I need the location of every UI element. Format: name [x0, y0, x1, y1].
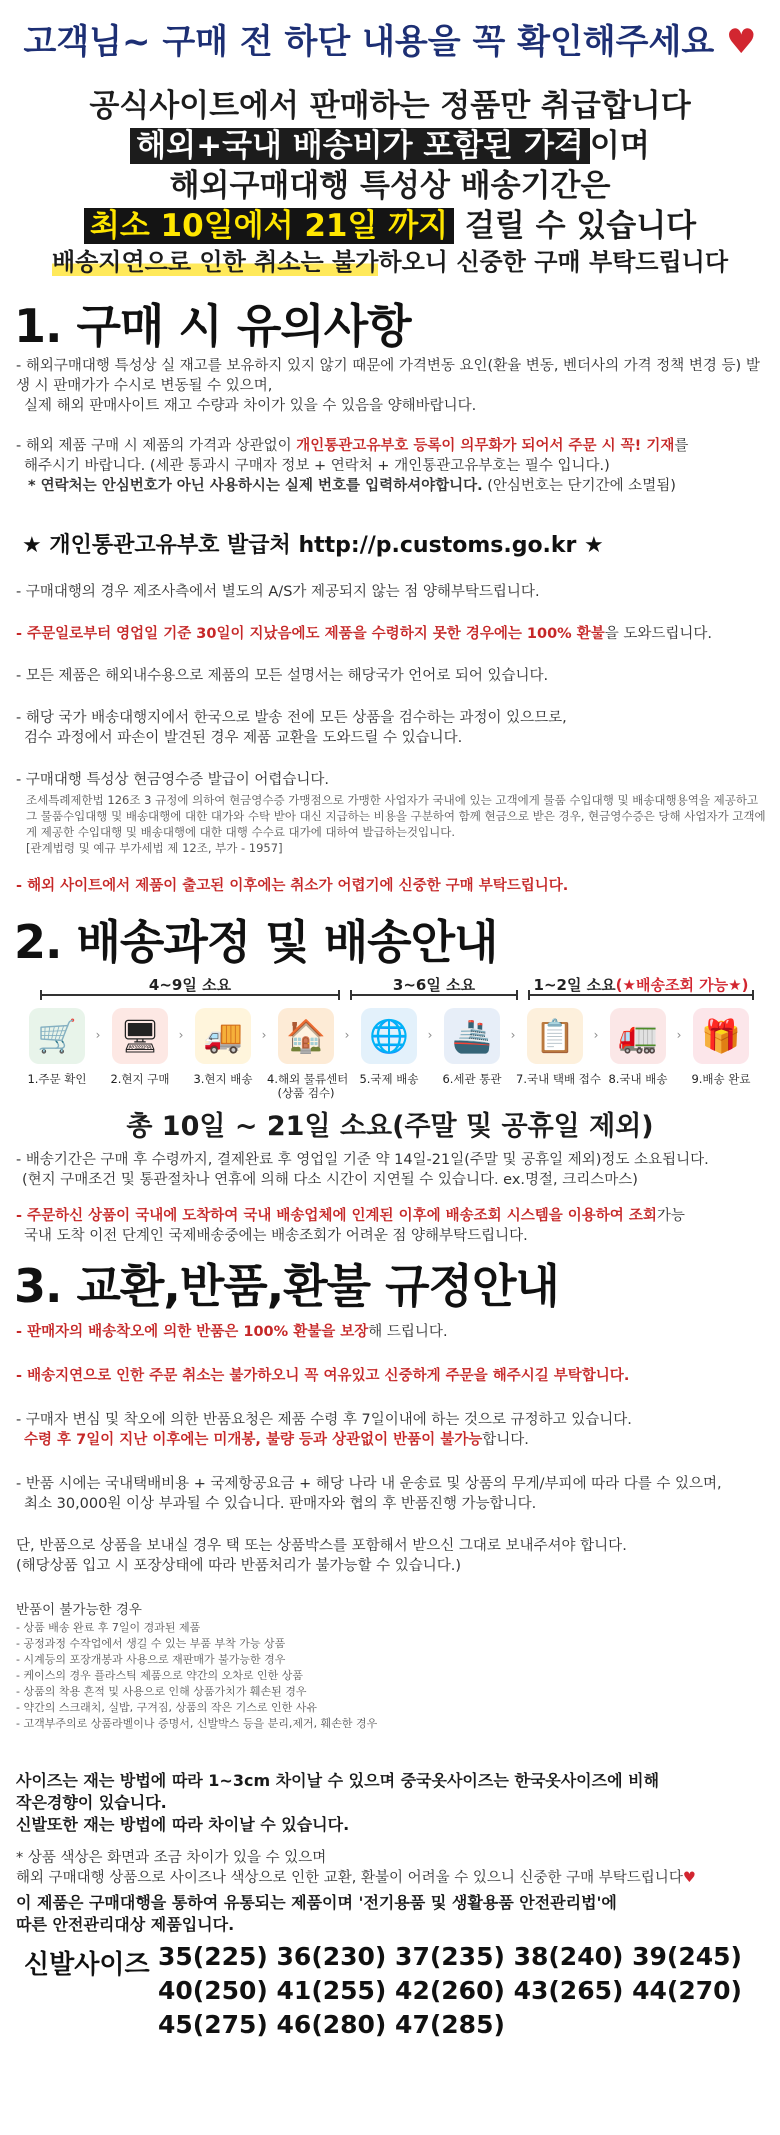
- section1-p7-small: [26, 792, 766, 856]
- segment-3-line: [528, 994, 754, 996]
- section3-p4: [16, 1474, 768, 1514]
- segment-3-tracking: (★배송조회 가능★): [615, 976, 749, 994]
- section1-p2b: 를: [674, 438, 689, 454]
- shipping-step-3: [184, 1008, 262, 1086]
- segment-3-days: 1~2일 소요: [533, 976, 616, 994]
- shipping-step-7-label: 7.국내 택배 접수: [516, 1072, 601, 1086]
- header-line6-rest: 하오니 신중한 구매 부탁드립니다: [378, 248, 729, 276]
- section3-p2: [16, 1366, 768, 1386]
- section3-p3-rest: 합니다.: [482, 1432, 529, 1448]
- shipping-step-3-icon: 🚚: [195, 1008, 251, 1064]
- header-line6-highlight: 배송지연으로 인한 취소는 불가: [51, 248, 379, 276]
- color-notice-2: 해외 구매대행 상품으로 사이즈나 색상으로 인한 교환, 환불이 어려울 수 있으니 신중한 구매 부탁드립니다: [16, 1870, 683, 1886]
- shipping-step-5-icon: 🌐: [361, 1008, 417, 1064]
- header-line6: [0, 242, 780, 277]
- no-return-list-items: [16, 1620, 756, 1732]
- section3-p3: [16, 1410, 768, 1450]
- section2-p2-rest: 가능: [656, 1208, 685, 1224]
- section1-title: 1. 구매 시 유의사항: [14, 299, 411, 353]
- no-return-list-item: - 공정과정 수작업에서 생길 수 있는 부품 부착 가능 상품: [16, 1637, 286, 1650]
- section3-p4b-text: 최소 30,000원 이상 부과될 수 있습니다. 판매자와 협의 후 반품진행 가능합니다.: [24, 1496, 537, 1512]
- section2-p2-red: - 주문하신 상품이 국내에 도착하여 국내 배송업체에 인계된 이후에 배송조회 시스템을 이용하여 조회: [16, 1208, 657, 1224]
- header-line5-rest: 걸릴 수 있습니다: [454, 208, 697, 244]
- no-return-list-title: 반품이 불가능한 경우: [16, 1602, 142, 1618]
- no-return-list-item: - 케이스의 경우 플라스틱 제품으로 약간의 오차로 인한 상품: [16, 1669, 303, 1682]
- shoe-size-row-3: 45(275) 46(280) 47(285): [158, 2010, 505, 2039]
- no-return-list-item: - 상품의 착용 흔적 및 사용으로 인해 상품가치가 훼손된 경우: [16, 1685, 307, 1698]
- step-arrow-icon: ›: [261, 1028, 267, 1042]
- step-arrow-icon: ›: [676, 1028, 682, 1042]
- size-notice-3: 신발또한 재는 방법에 따라 차이날 수 있습니다.: [16, 1815, 350, 1834]
- section1-p8: [16, 876, 768, 896]
- shipping-step-1: [18, 1008, 96, 1086]
- step-arrow-icon: ›: [95, 1028, 101, 1042]
- header-line5-highlight: 최소 10일에서 21일 까지: [84, 208, 454, 244]
- header-line5: [0, 200, 780, 245]
- shipping-step-7-icon: 📋: [527, 1008, 583, 1064]
- shipping-step-6-icon: 🚢: [444, 1008, 500, 1064]
- shoe-size-row-1: 35(225) 36(230) 37(235) 38(240) 39(245): [158, 1942, 742, 1971]
- shipping-step-8-icon: 🚛: [610, 1008, 666, 1064]
- shipping-step-1-label: 1.주문 확인: [27, 1072, 87, 1086]
- section1-p4-red: - 주문일로부터 영업일 기준 30일이 지났음에도 제품을 수령하지 못한 경우에는 100% 환불: [16, 626, 605, 642]
- heart-icon: ♥: [726, 22, 757, 62]
- section3-p1-rest: 해 드립니다.: [368, 1324, 448, 1340]
- shipping-step-5: [350, 1008, 428, 1086]
- shipping-step-6-label: 6.세관 통관: [442, 1072, 502, 1086]
- color-notice: [16, 1848, 768, 1888]
- header-line3: [0, 120, 780, 165]
- step-arrow-icon: ›: [178, 1028, 184, 1042]
- section2-p1b-text: (현지 구매조건 및 통관절차나 연휴에 의해 다소 시간이 지연될 수 있습니다. ex.명절, 크리스마스): [22, 1172, 638, 1188]
- no-return-list-item: - 상품 배송 완료 후 7일이 경과된 제품: [16, 1621, 201, 1634]
- shipping-step-8: [599, 1008, 677, 1086]
- section1-p4-rest: 을 도와드립니다.: [604, 626, 713, 642]
- total-duration: 총 10일 ~ 21일 소요(주말 및 공휴일 제외): [126, 1111, 654, 1142]
- section1-p1b-text: 실제 해외 판매사이트 재고 수량과 차이가 있을 수 있음을 양해바랍니다.: [24, 398, 477, 414]
- shipping-step-1-icon: 🛒: [29, 1008, 85, 1064]
- shipping-step-9: [682, 1008, 760, 1086]
- no-return-list-item: - 시계등의 포장개봉과 사용으로 재판매가 불가능한 경우: [16, 1653, 286, 1666]
- section3-p5b-text: (해당상품 입고 시 포장상태에 따라 반품처리가 불가능할 수 있습니다.): [16, 1558, 461, 1574]
- section3-p5-text: 단, 반품으로 상품을 보내실 경우 택 또는 상품박스를 포함해서 받으신 그대로 보내주셔야 합니다.: [16, 1538, 627, 1554]
- header-line3-highlight: 해외+국내 배송비가 포함된 가격: [130, 128, 590, 164]
- step-arrow-icon: ›: [344, 1028, 350, 1042]
- shipping-step-4-label: 4.해외 물류센터 (상품 검수): [267, 1072, 349, 1100]
- shipping-step-3-label: 3.현지 배송: [193, 1072, 253, 1086]
- section1-p7: - 구매대행 특성상 현금영수증 발급이 어렵습니다.: [16, 772, 330, 788]
- section1-p7-small-text: 조세특례제한법 126조 3 규정에 의하여 현금영수증 가맹점으로 가맹한 사업자가 국내에 있는 고객에게 물품 수입대행 및 배송대행용역을 제공하고 그 물품수입대행 및 배송대행에 대한 대가와 수탁 받아 대신 지급하는 비용을 구분하여 함께 현금으로 받은 경우, 현금영수증은 당해 사업자가 고객에게 제공한 수입대행 및 배송대행에 대한 대행 수수료 대가에 대하여 발급하는것입니다.: [26, 793, 766, 839]
- section3-p3-red: 수령 후 7일이 지난 이후에는 미개봉, 불량 등과 상관없이 반품이 불가능: [24, 1432, 483, 1448]
- shipping-step-2-label: 2.현지 구매: [110, 1072, 170, 1086]
- shipping-step-9-icon: 🎁: [693, 1008, 749, 1064]
- section2-p2b: 국내 도착 이전 단계인 국제배송중에는 배송조회가 어려운 점 양해부탁드립니다.: [24, 1228, 528, 1244]
- size-notice-2: 작은경향이 있습니다.: [16, 1793, 167, 1812]
- shipping-step-2-icon: 🖥: [112, 1008, 168, 1064]
- section2-p2: [16, 1206, 768, 1246]
- customs-link[interactable]: ★ 개인통관고유부호 발급처 http://p.customs.go.kr ★: [22, 533, 604, 558]
- no-return-list: [16, 1600, 756, 1732]
- section2-p1-text: - 배송기간은 구매 후 수령까지, 결제완료 후 영업일 기준 약 14일-21일(주말 및 공휴일 제외)정도 소요됩니다.: [16, 1152, 709, 1168]
- size-notice-1: 사이즈는 재는 방법에 따라 1~3cm 차이날 수 있으며 중국옷사이즈는 한국옷사이즈에 비해: [16, 1771, 660, 1790]
- section1-p2c: 해주시기 바랍니다. (세관 통과시 구매자 정보 + 연락처 + 개인통관고유부호는 필수 입니다.): [24, 458, 610, 474]
- section1-p2-red: 개인통관고유부호 등록이 의무화가 되어서 주문 시 꼭! 기재: [296, 438, 675, 454]
- shipping-step-4: [267, 1008, 349, 1100]
- no-return-list-item: - 고객부주의로 상품라벨이나 증명서, 신발박스 등을 분리,제거, 훼손한 경우: [16, 1717, 378, 1730]
- section1-p4: [16, 624, 768, 644]
- shipping-step-7: [516, 1008, 601, 1086]
- section3-p4-text: - 반품 시에는 국내택배비용 + 국제항공요금 + 해당 나라 내 운송료 및 상품의 무게/부피에 따라 다를 수 있으며,: [16, 1476, 722, 1492]
- segment-1-label: 4~9일 소요: [148, 976, 232, 994]
- safety-notice-1: 이 제품은 구매대행을 통하여 유통되는 제품이며 '전기용품 및 생활용품 안전관리법'에: [16, 1893, 617, 1912]
- section1-p2: [16, 436, 768, 496]
- header-line3-rest: 이며: [589, 128, 650, 164]
- step-arrow-icon: ›: [593, 1028, 599, 1042]
- section3-p2-red: - 배송지연으로 인한 주문 취소는 불가하오니 꼭 여유있고 신중하게 주문을 해주시길 부탁합니다.: [16, 1368, 630, 1384]
- shipping-step-6: [433, 1008, 511, 1086]
- segment-2-label: 3~6일 소요: [392, 976, 476, 994]
- section2-p1: [16, 1150, 768, 1190]
- shipping-step-8-label: 8.국내 배송: [608, 1072, 668, 1086]
- section1-p8-red: - 해외 사이트에서 제품이 출고된 이후에는 취소가 어렵기에 신중한 구매 부탁드립니다.: [16, 878, 569, 894]
- shipping-step-9-label: 9.배송 완료: [691, 1072, 751, 1086]
- shoe-size-row-2: 40(250) 41(255) 42(260) 43(265) 44(270): [158, 1976, 742, 2005]
- section3-p5: [16, 1536, 768, 1576]
- header-title: [0, 14, 780, 63]
- section1-p2d-rest: (안심번호는 단기간에 소멸됨): [482, 478, 676, 494]
- section1-p7-small-law: [관계법령 및 예규 부가세법 제 12조, 부가 - 1957]: [26, 841, 283, 855]
- section3-title: 3. 교환,반품,환불 규정안내: [14, 1259, 559, 1313]
- section1-p1: [16, 356, 768, 416]
- safety-notice: [16, 1892, 768, 1936]
- section1-p6a: - 해당 국가 배송대행지에서 한국으로 발송 전에 모든 상품을 검수하는 과정이 있으므로,: [16, 710, 567, 726]
- header-line1: 고객님~ 구매 전 하단 내용을 꼭 확인해주세요: [23, 22, 715, 62]
- step-arrow-icon: ›: [427, 1028, 433, 1042]
- section1-p2d-bold: * 연락처는 안심번호가 아닌 사용하시는 실제 번호를 입력하셔야합니다.: [28, 478, 483, 494]
- step-arrow-icon: ›: [510, 1028, 516, 1042]
- no-return-list-item: - 약간의 스크래치, 실밥, 구겨짐, 상품의 작은 기스로 인한 사유: [16, 1701, 317, 1714]
- shoe-size-title: 신발사이즈: [24, 1950, 150, 1980]
- shipping-step-4-sublabel: (상품 검수): [277, 1086, 335, 1100]
- header-line4: 해외구매대행 특성상 배송기간은: [169, 168, 611, 204]
- section2-title: 2. 배송과정 및 배송안내: [14, 915, 498, 969]
- section1-p6b: 검수 과정에서 파손이 발견된 경우 제품 교환을 도와드릴 수 있습니다.: [24, 730, 463, 746]
- shipping-step-2: [101, 1008, 179, 1086]
- segment-1-line: [40, 994, 340, 996]
- section1-p6: [16, 708, 768, 748]
- section1-p5: - 모든 제품은 해외내수용으로 제품의 모든 설명서는 해당국가 언어로 되어 있습니다.: [16, 668, 549, 684]
- shipping-step-4-icon: 🏠: [278, 1008, 334, 1064]
- section1-p1-text: - 해외구매대행 특성상 실 재고를 보유하지 있지 않기 때문에 가격변동 요인(환율 변동, 벤더사의 가격 정책 변경 등) 발생 시 판매가가 수시로 변동될 수 있으며,: [16, 358, 760, 394]
- heart-icon-small: ♥: [682, 1870, 696, 1886]
- color-notice-1: * 상품 색상은 화면과 조금 차이가 있을 수 있으며: [16, 1850, 327, 1866]
- section1-p2a: - 해외 제품 구매 시 제품의 가격과 상관없이: [16, 438, 297, 454]
- shipping-step-5-label: 5.국제 배송: [359, 1072, 419, 1086]
- section3-p1-red: - 판매자의 배송착오에 의한 반품은 100% 환불을 보장: [16, 1324, 369, 1340]
- section3-p3-text: - 구매자 변심 및 착오에 의한 반품요청은 제품 수령 후 7일이내에 하는 것으로 규정하고 있습니다.: [16, 1412, 632, 1428]
- segment-3-label: [528, 974, 754, 992]
- segment-2-line: [350, 994, 518, 996]
- size-notice: [16, 1770, 768, 1836]
- safety-notice-2: 따른 안전관리대상 제품입니다.: [16, 1915, 235, 1934]
- section1-p3: - 구매대행의 경우 제조사측에서 별도의 A/S가 제공되지 않는 점 양해부탁드립니다.: [16, 584, 540, 600]
- header-line2: 공식사이트에서 판매하는 정품만 취급합니다: [89, 88, 691, 124]
- section3-p1: [16, 1322, 768, 1342]
